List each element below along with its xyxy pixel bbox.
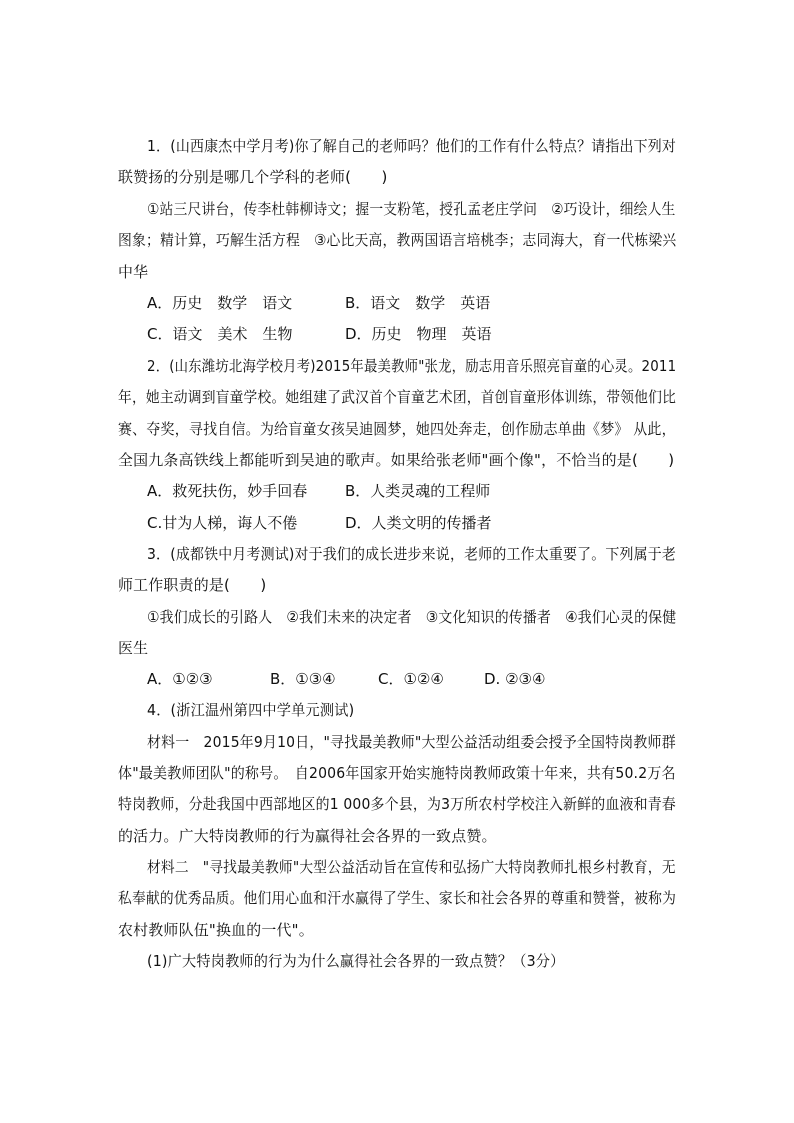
q1-material-line-1: ①站三尺讲台，传李杜韩柳诗文；握一支粉笔，授孔孟老庄学问 ②巧设计，细绘人生 xyxy=(147,200,676,218)
q4-material2-line-3: 农村教师队伍"换血的一代"。 xyxy=(118,921,314,939)
q3-option-b: B．①③④ xyxy=(270,670,336,688)
q3-option-d: D. ②③④ xyxy=(484,670,546,688)
q2-stem-line-3: 赛、夺奖，寻找自信。为给盲童女孩吴迪圆梦，她四处奔走，创作励志单曲《梦》 从此， xyxy=(118,420,676,438)
q2-option-a: A．救死扶伤，妙手回春 xyxy=(147,482,308,500)
q3-material-line-2: 医生 xyxy=(118,639,149,657)
q4-material2-line-2: 私奉献的优秀品质。他们用心血和汗水赢得了学生、家长和社会各界的尊重和赞誉，被称为 xyxy=(118,889,677,907)
q2-option-b: B．人类灵魂的工程师 xyxy=(345,482,491,500)
q1-option-b: B．语文 数学 英语 xyxy=(345,294,491,312)
q1-material-line-2: 图象；精计算，巧解生活方程 ③心比天高，教两国语言培桃李；志同海大，育一代栋梁兴 xyxy=(118,231,677,249)
q1-material-line-3: 中华 xyxy=(118,263,149,281)
q2-stem-line-2: 年，她主动调到盲童学校。她组建了武汉首个盲童艺术团，首创盲童形体训练，带领他们比 xyxy=(118,388,677,406)
q2-stem-line-1: 2．(山东潍坊北海学校月考)2015年最美教师"张龙，励志用音乐照亮盲童的心灵。2011 xyxy=(147,357,677,375)
q1-stem-line-1: 1．(山西康杰中学月考)你了解自己的老师吗？他们的工作有什么特点？请指出下列对 xyxy=(147,137,677,155)
q4-material1-line-2: 体"最美教师团队"的称号。 自2006年国家开始实施特岗教师政策十年来，共有50.2万名 xyxy=(118,764,676,782)
q4-sub-question-1: (1)广大特岗教师的行为为什么赢得社会各界的一致点赞？（3分） xyxy=(147,952,565,970)
q1-option-d: D．历史 物理 英语 xyxy=(345,325,492,343)
q3-option-c: C．①②④ xyxy=(378,670,444,688)
q2-option-c: C.甘为人梯，诲人不倦 xyxy=(147,514,298,532)
q1-stem-line-2: 联赞扬的分别是哪几个学科的老师( ) xyxy=(118,168,388,186)
q4-material1-line-4: 的活力。广大特岗教师的行为赢得社会各界的一致点赞。 xyxy=(118,827,497,845)
q4-material1-line-1: 材料一 2015年9月10日，"寻找最美教师"大型公益活动组委会授予全国特岗教师群 xyxy=(147,733,676,751)
q3-stem-line-2: 师工作职责的是( ) xyxy=(118,576,267,594)
q4-stem: 4．(浙江温州第四中学单元测试) xyxy=(147,701,355,719)
q4-material2-line-1: 材料二 "寻找最美教师"大型公益活动旨在宣传和弘扬广大特岗教师扎根乡村教育，无 xyxy=(147,858,676,876)
q2-stem-line-4: 全国九条高铁线上都能听到吴迪的歌声。如果给张老师"画个像"，不恰当的是( ) xyxy=(118,451,675,469)
q3-material-line-1: ①我们成长的引路人 ②我们未来的决定者 ③文化知识的传播者 ④我们心灵的保健 xyxy=(147,608,677,626)
q3-stem-line-1: 3．(成都铁中月考测试)对于我们的成长进步来说，老师的工作太重要了。下列属于老 xyxy=(147,545,677,563)
q3-option-a: A．①②③ xyxy=(147,670,213,688)
q1-option-a: A．历史 数学 语文 xyxy=(147,294,293,312)
q4-material1-line-3: 特岗教师，分赴我国中西部地区的1 000多个县，为3万所农村学校注入新鲜的血液和青春 xyxy=(118,795,676,813)
q1-option-c: C．语文 美术 生物 xyxy=(147,325,293,343)
q2-option-d: D．人类文明的传播者 xyxy=(345,514,492,532)
